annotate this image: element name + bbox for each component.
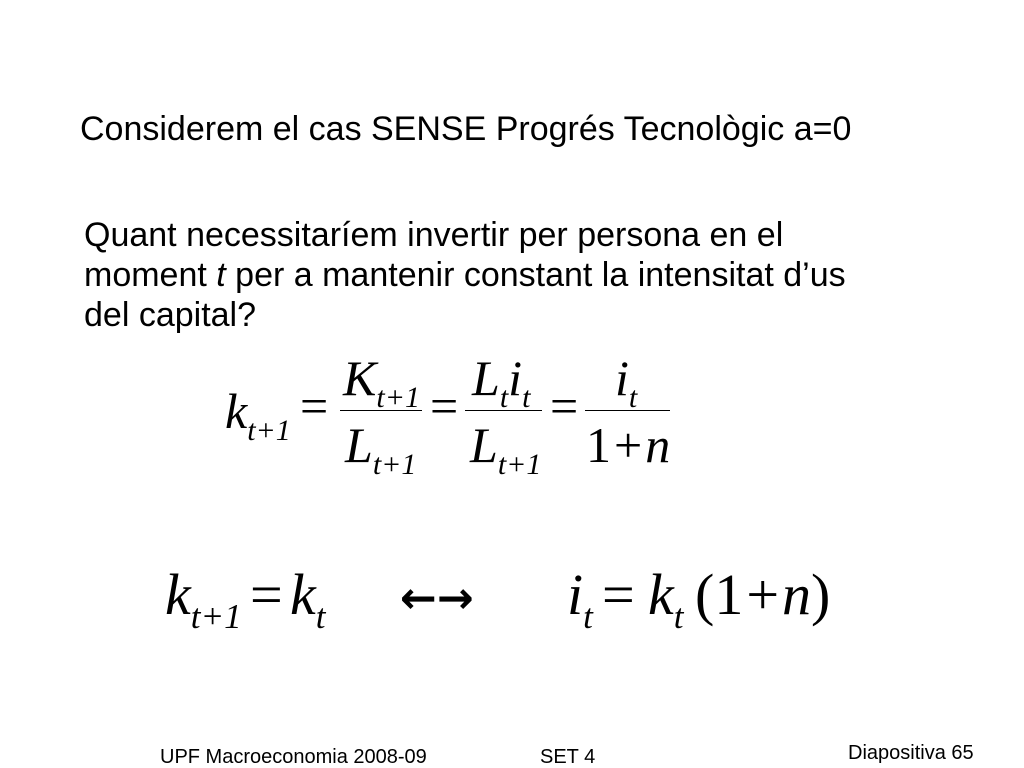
question-text	[84, 215, 846, 335]
frac2-num-var-2: i	[508, 350, 523, 406]
frac2-denominator	[470, 417, 542, 481]
frac2-numerator	[472, 350, 531, 414]
question-line-2-end: per a mantenir constant la intensitat d’us	[225, 256, 846, 294]
frac1-num-var: K	[343, 350, 377, 406]
frac3-den-one: 1	[586, 417, 611, 473]
frac1-denominator	[345, 417, 417, 481]
frac2-den-var: L	[470, 417, 498, 473]
question-line-3: del capital?	[84, 296, 257, 334]
eq1-equals-1: =	[300, 378, 329, 434]
question-line-2-start: moment	[84, 256, 217, 294]
eq1-lhs	[225, 383, 291, 447]
eq2-left-lhs-var: k	[165, 562, 191, 627]
frac2-num-var-1: L	[472, 350, 500, 406]
eq2-right-lhs	[567, 562, 593, 636]
frac2-den-sub: t+1	[497, 448, 542, 481]
eq1-equals-2: =	[430, 378, 459, 434]
frac3-numerator	[615, 350, 638, 414]
eq2-right-rhs	[648, 562, 684, 636]
growth-plus: +	[746, 562, 780, 627]
frac3-den-plus: +	[614, 417, 643, 473]
eq2-left-equals: =	[250, 562, 283, 627]
frac1-den-var: L	[345, 417, 373, 473]
footer-set: SET 4	[540, 746, 596, 768]
paren-open: (	[695, 562, 715, 627]
frac1-numerator	[343, 350, 420, 414]
eq2-right-equals: =	[602, 562, 635, 627]
frac2-num-sub-2: t	[522, 381, 531, 414]
frac3-num-sub: t	[628, 381, 638, 414]
eq2-left-rhs	[290, 562, 326, 636]
growth-one: 1	[714, 562, 744, 627]
eq2-right-lhs-var: i	[567, 562, 584, 627]
equivalence-arrow-icon: ←→	[400, 573, 474, 624]
time-variable: t	[216, 256, 226, 294]
eq2-left-rhs-sub: t	[315, 597, 326, 636]
eq2-growth-factor	[695, 562, 831, 627]
eq2-right-lhs-sub: t	[583, 597, 593, 636]
footer-course: UPF Macroeconomia 2008-09	[160, 746, 427, 768]
eq2-left-rhs-var: k	[290, 562, 316, 627]
eq2-left-lhs-sub: t+1	[190, 597, 242, 636]
question-line-2	[84, 255, 846, 295]
eq1-lhs-sub: t+1	[247, 414, 291, 447]
frac3-bar	[585, 410, 670, 411]
frac3-den-var: n	[645, 417, 671, 473]
frac2-num-sub-1: t	[499, 381, 509, 414]
eq2-right-rhs-var: k	[648, 562, 674, 627]
frac1-den-sub: t+1	[372, 448, 417, 481]
question-line-1: Quant necessitaríem invertir per persona en el	[84, 216, 784, 254]
eq1-equals-3: =	[550, 378, 579, 434]
frac3-num-var: i	[615, 350, 629, 406]
eq2-right-rhs-sub: t	[673, 597, 684, 636]
frac3-denominator	[586, 417, 671, 473]
eq1-lhs-var: k	[225, 383, 248, 439]
paren-close: )	[811, 562, 831, 627]
frac2-bar	[465, 410, 542, 411]
growth-var: n	[782, 562, 812, 627]
frac1-num-sub: t+1	[376, 381, 420, 414]
frac1-bar	[340, 410, 422, 411]
footer-slide-number: Diapositiva 65	[848, 742, 974, 764]
eq2-left-lhs	[165, 562, 242, 636]
slide-title: Considerem el cas SENSE Progrés Tecnològic a=0	[80, 110, 852, 148]
